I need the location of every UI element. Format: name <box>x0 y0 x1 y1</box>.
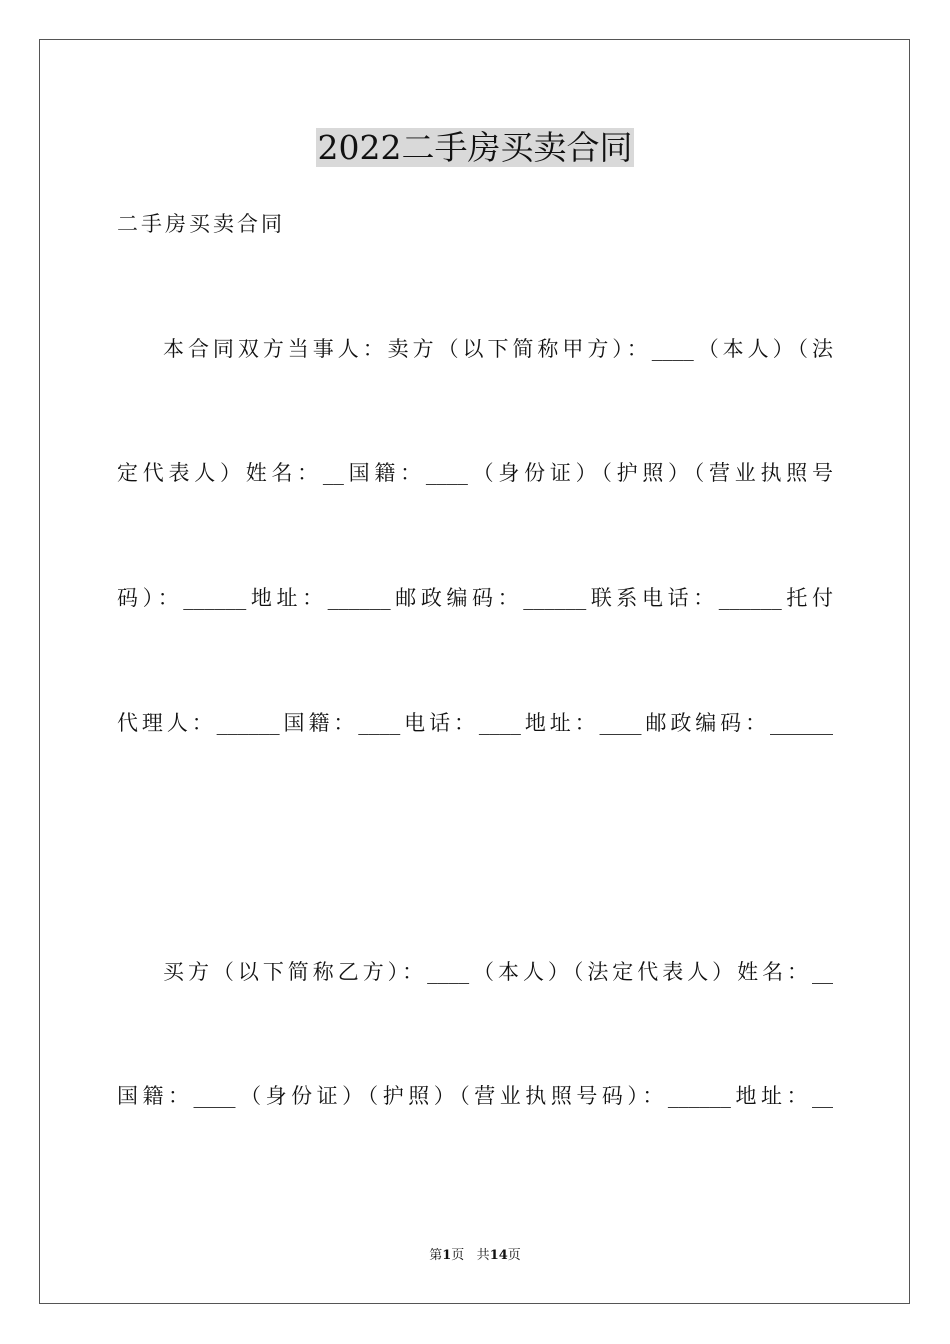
document-title-text: 2022二手房买卖合同 <box>317 128 633 167</box>
footer-page-unit: 页 <box>451 1248 465 1263</box>
paragraph-line-3: 码）：______地址：______邮政编码：______联系电话：______托付 <box>117 586 833 610</box>
paragraph-line-2: 定代表人）姓名：__国籍：____（身份证）（护照）（营业执照号 <box>117 461 833 485</box>
paragraph-line-4: 代理人：______国籍：____电话：____地址：____邮政编码：______ <box>117 711 833 735</box>
footer-page-prefix: 第 <box>429 1248 443 1263</box>
footer-page-number: 1 <box>442 1248 452 1263</box>
footer-total-pages: 14 <box>489 1248 508 1263</box>
footer-total-unit: 页 <box>507 1248 521 1263</box>
paragraph-line-5: 买方（以下简称乙方）：____（本人）（法定代表人）姓名：__ <box>163 960 833 984</box>
document-title <box>0 126 950 170</box>
paragraph-line-6: 国籍：____（身份证）（护照）（营业执照号码）：______地址：__ <box>117 1084 833 1108</box>
document-subtitle: 二手房买卖合同 <box>117 212 285 236</box>
paragraph-line-1: 本合同双方当事人：卖方（以下简称甲方）：____（本人）（法 <box>163 337 833 361</box>
footer-total-prefix: 共 <box>476 1248 490 1263</box>
page-footer <box>0 1247 950 1265</box>
